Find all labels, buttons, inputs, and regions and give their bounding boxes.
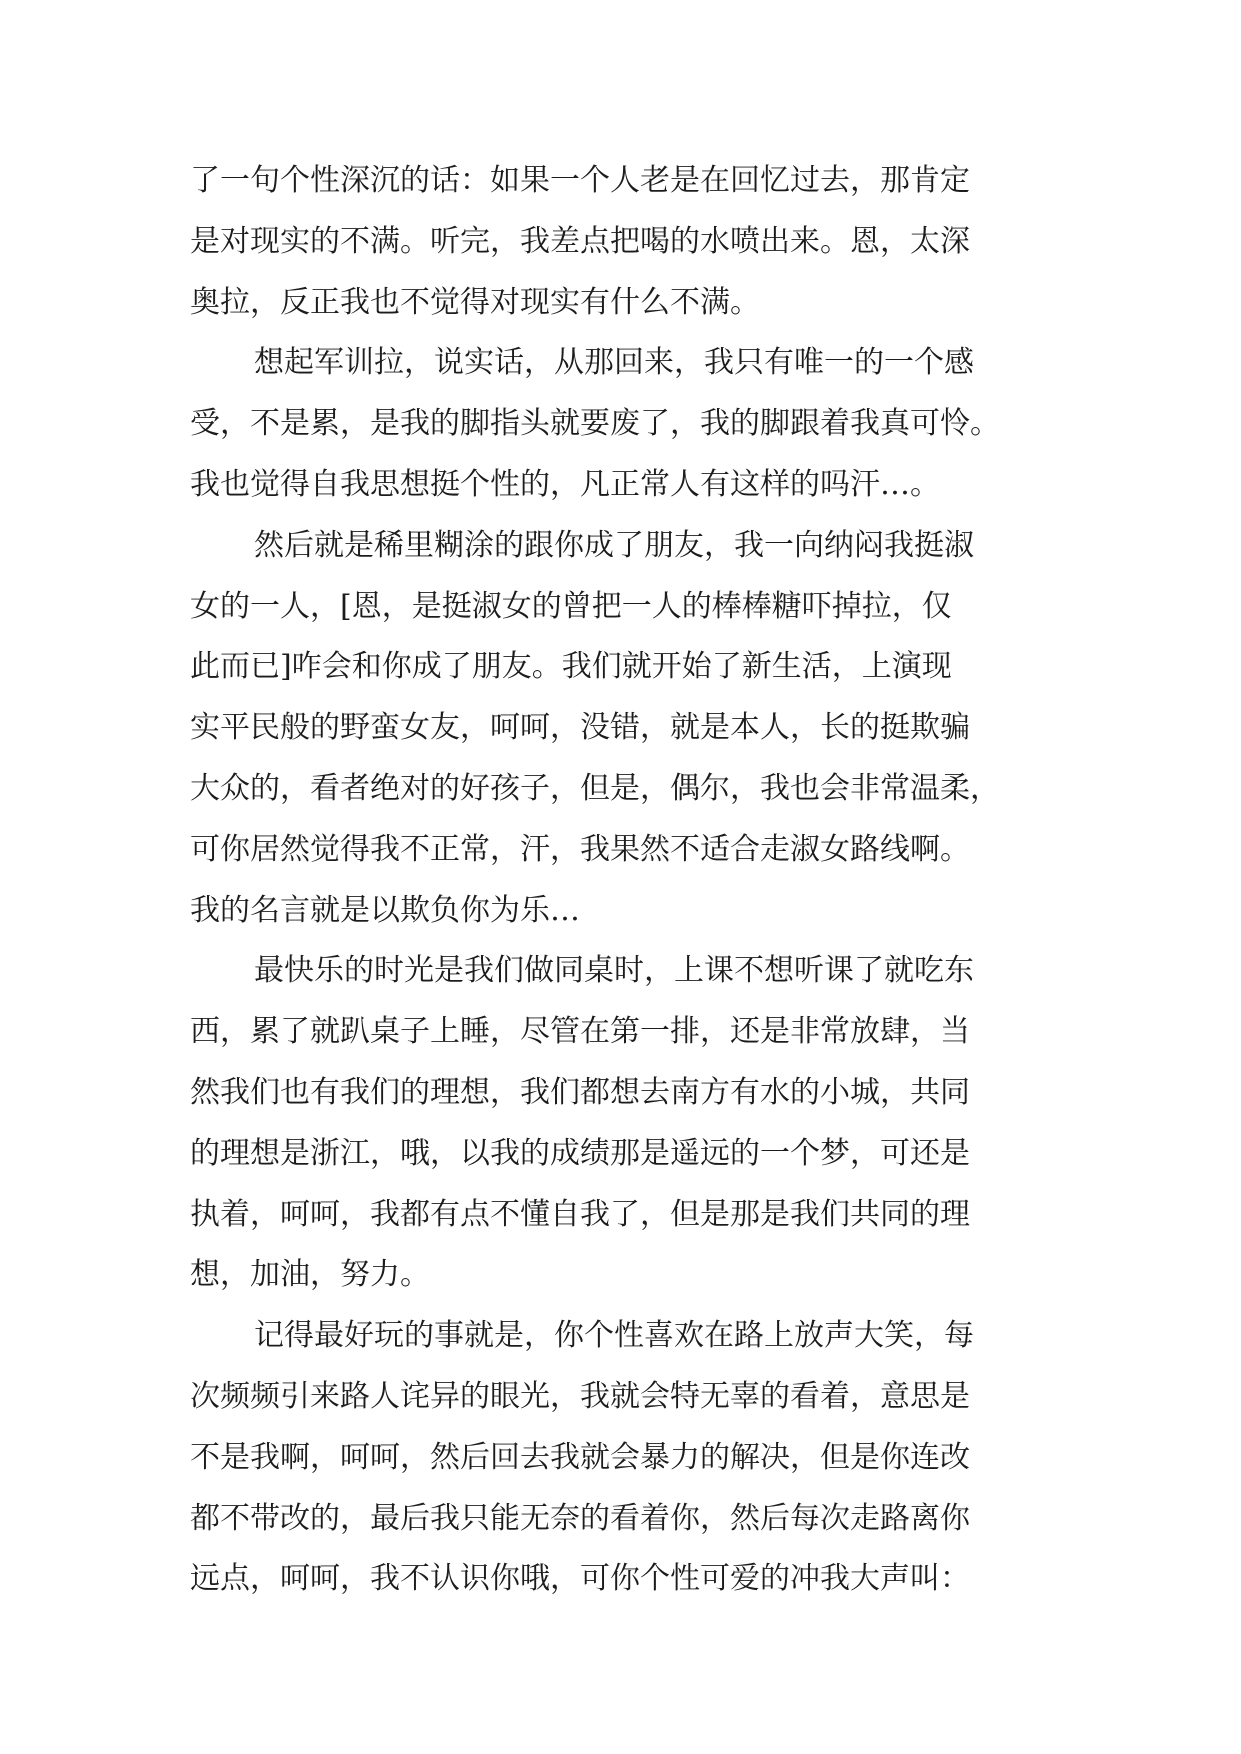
text-line: 记得最好玩的事就是，你个性喜欢在路上放声大笑，每 — [254, 1318, 974, 1354]
text-line: 此而已]咋会和你成了朋友。我们就开始了新生活，上演现 — [190, 649, 952, 685]
text-line: 受，不是累，是我的脚指头就要废了，我的脚跟着我真可怜。 — [190, 406, 1000, 442]
text-line: 是对现实的不满。听完，我差点把喝的水喷出来。恩，太深 — [190, 223, 970, 259]
text-line: 然后就是稀里糊涂的跟你成了朋友，我一向纳闷我挺淑 — [254, 527, 974, 563]
text-line: 然我们也有我们的理想，我们都想去南方有水的小城，共同 — [190, 1074, 970, 1110]
text-line: 远点，呵呵，我不认识你哦，可你个性可爱的冲我大声叫： — [190, 1561, 970, 1597]
text-line: 大众的，看者绝对的好孩子，但是，偶尔，我也会非常温柔， — [190, 770, 1000, 806]
text-line: 我也觉得自我思想挺个性的，凡正常人有这样的吗汗…。 — [190, 466, 940, 502]
text-line: 想，加油，努力。 — [190, 1257, 430, 1293]
text-line: 女的一人，[恩，是挺淑女的曾把一人的棒棒糖吓掉拉，仅 — [190, 588, 952, 624]
text-line: 了一句个性深沉的话：如果一个人老是在回忆过去，那肯定 — [190, 163, 970, 198]
text-line: 可你居然觉得我不正常，汗，我果然不适合走淑女路线啊。 — [190, 831, 970, 867]
text-line: 想起军训拉，说实话，从那回来，我只有唯一的一个感 — [254, 345, 974, 381]
text-line: 西，累了就趴桌子上睡，尽管在第一排，还是非常放肆，当 — [190, 1014, 970, 1050]
text-line: 执着，呵呵，我都有点不懂自我了，但是那是我们共同的理 — [190, 1196, 970, 1232]
body-text — [190, 151, 1070, 1610]
text-line: 奥拉，反正我也不觉得对现实有什么不满。 — [190, 284, 760, 320]
text-line: 都不带改的，最后我只能无奈的看着你，然后每次走路离你 — [190, 1500, 970, 1536]
text-line: 实平民般的野蛮女友，呵呵，没错，就是本人，长的挺欺骗 — [190, 710, 970, 746]
text-line: 的理想是浙江，哦，以我的成绩那是遥远的一个梦，可还是 — [190, 1135, 970, 1171]
text-line: 最快乐的时光是我们做同桌时，上课不想听课了就吃东 — [254, 953, 974, 989]
text-line: 不是我啊，呵呵，然后回去我就会暴力的解决，但是你连改 — [190, 1439, 970, 1475]
text-line: 次频频引来路人诧异的眼光，我就会特无辜的看着，意思是 — [190, 1378, 970, 1414]
text-line: 我的名言就是以欺负你为乐… — [190, 892, 580, 928]
